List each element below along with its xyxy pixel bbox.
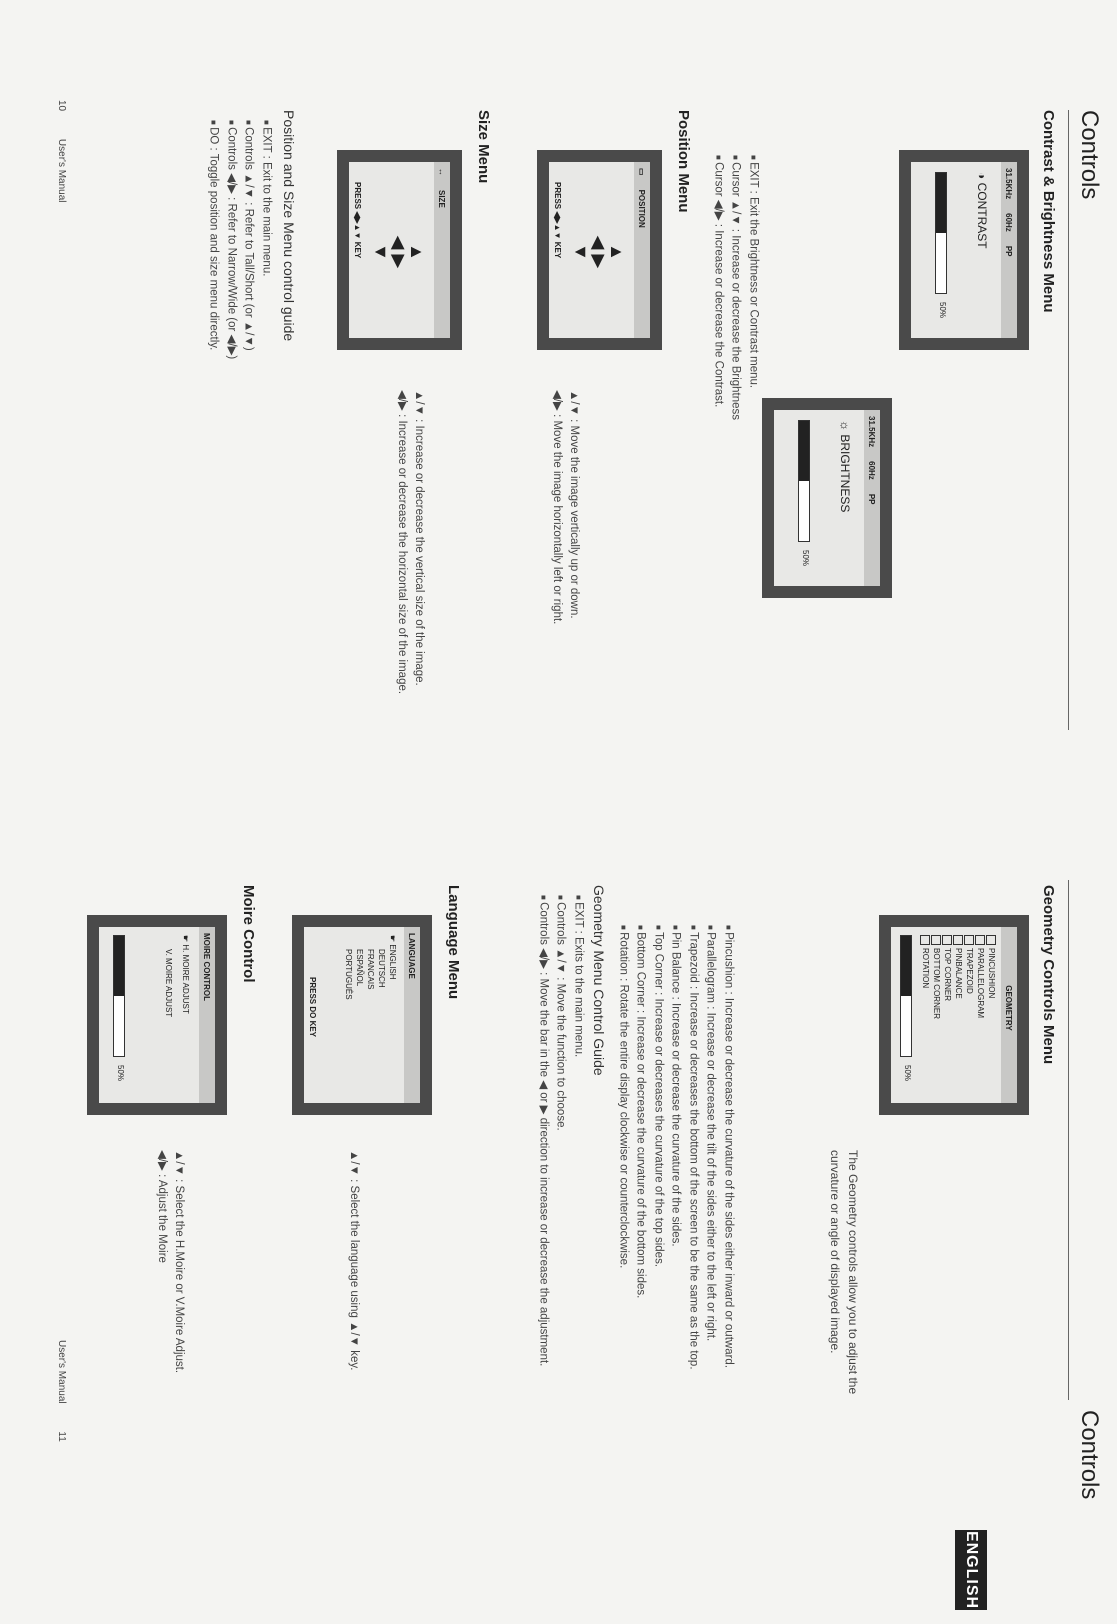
brightness-osd-mode: PP: [867, 493, 877, 505]
moire-item[interactable]: [180, 935, 191, 1017]
geometry-guide-bullet: ■ Controls ▲/▼ : Move the function to choose.: [552, 895, 570, 1455]
language-item[interactable]: [365, 935, 376, 1000]
footer-left-label: User's Manual: [56, 138, 67, 203]
checkbox-icon: [942, 935, 952, 945]
geometry-item-label: TOP CORNER: [943, 948, 952, 1002]
geometry-level-bar: [900, 935, 912, 1057]
geometry-osd-value: 50%: [903, 1065, 912, 1082]
contrast-bullets: [709, 155, 762, 595]
language-osd-screen: [304, 927, 420, 1103]
left-title-rule: [1068, 110, 1069, 730]
brightness-icon: ☼: [838, 420, 852, 431]
position-osd: [537, 150, 662, 350]
contrast-icon: ◑: [975, 172, 989, 180]
geometry-bullets: [614, 925, 737, 1485]
position-desc: [548, 390, 582, 810]
contrast-level-fill: [936, 173, 946, 233]
moire-item-label: V. MOIRE ADJUST: [164, 949, 173, 1018]
language-item[interactable]: [387, 935, 398, 1000]
geometry-bullet: ■ Rotation : Rotate the entire display clockwise or counterclockwise.: [614, 925, 632, 1485]
geometry-osd: [879, 915, 1029, 1115]
checkbox-icon: [975, 935, 985, 945]
position-heading: Position Menu: [675, 110, 692, 213]
footer-right-label: User's Manual: [56, 1340, 67, 1404]
possize-guide-heading: Position and Size Menu control guide: [281, 110, 297, 342]
position-osd-screen: [549, 162, 650, 338]
brightness-osd-rate: 60Hz: [867, 461, 877, 480]
possize-guide-bullets: [205, 120, 275, 520]
geometry-heading: Geometry Controls Menu: [1040, 885, 1057, 1065]
geometry-item-label: BOTTOM CORNER: [932, 948, 941, 1019]
possize-guide-bullet: ■ Controls ◀/▶ : Refer to Narrow/Wide (or ◀/▶): [222, 120, 240, 520]
language-osd-title: LANGUAGE: [407, 933, 417, 979]
language-osd: [292, 915, 432, 1115]
geometry-bullet: ■ Pin Balance : Increase or decrease the curvature of the sides.: [667, 925, 685, 1485]
moire-osd-title: MOIRE CONTROL: [202, 933, 212, 1001]
contrast-osd: [899, 150, 1029, 350]
geometry-guide-heading: Geometry Menu Control Guide: [591, 885, 607, 1076]
moire-desc: [153, 1150, 187, 1373]
language-item-label: ESPAÑOL: [355, 949, 364, 987]
geometry-bullet: ■ Trapezoid : Increase or decreases the bottom of the screen to be the same as the top.: [684, 925, 702, 1485]
contrast-bullet: ■ EXIT : Exit the Brightness or Contrast menu.: [744, 155, 762, 595]
geometry-item-label: PINCUSHION: [987, 948, 996, 999]
checkbox-icon: [964, 935, 974, 945]
moire-osd-screen: [99, 927, 215, 1103]
footer-right-num: 11: [56, 1431, 67, 1442]
brightness-osd-header: [864, 410, 880, 586]
geometry-bullet: ■ Parallelogram : Increase or decrease the tilt of the sides either to the left or right.: [702, 925, 720, 1485]
geometry-guide-bullet: ■ Controls ◀/▶ : Move the bar in the ◀ or ▶ direction to increase or decrease the adjustment.: [534, 895, 552, 1455]
size-icon: ↔: [437, 168, 447, 176]
position-osd-footer: PRESS ◀▶▲▼ KEY: [553, 182, 562, 259]
moire-heading: Moire Control: [240, 885, 257, 983]
brightness-osd-value: 50%: [801, 550, 810, 567]
language-item-label: DEUTSCH: [377, 949, 386, 988]
size-desc: [393, 390, 427, 730]
brightness-osd: [762, 398, 892, 598]
contrast-bullet: ■ Cursor ▲/▼ : Increase or decrease the Brightness: [727, 155, 745, 595]
contrast-level-bar: [935, 172, 947, 294]
contrast-osd-header: [1001, 162, 1017, 338]
geometry-item[interactable]: [964, 935, 975, 1019]
language-heading: Language Menu: [445, 885, 462, 1000]
moire-level-fill: [114, 936, 124, 996]
geometry-item[interactable]: [931, 935, 942, 1019]
geometry-osd-screen: [891, 927, 1017, 1103]
checkbox-icon: [931, 935, 941, 945]
size-line: ▲/▼ : Increase or decrease the vertical size of the image.: [413, 390, 425, 686]
brightness-osd-freq: 31.5KHz: [867, 416, 877, 448]
contrast-osd-rate: 60Hz: [1004, 213, 1014, 232]
contrast-osd-mode: PP: [1004, 245, 1014, 257]
geometry-guide-bullets: [534, 895, 587, 1455]
geometry-item[interactable]: [942, 935, 953, 1019]
position-arrows-icon: ▲ ◀ ▶ ▼: [571, 235, 627, 269]
geometry-item[interactable]: [975, 935, 986, 1019]
position-line: ◀/▶ : Move the image horizontally left or right.: [551, 390, 563, 625]
moire-item-label: H. MOIRE ADJUST: [181, 944, 190, 1014]
geometry-item[interactable]: [986, 935, 997, 1019]
geometry-bullet: ■ Top Corner : Increase or decreases the curvature of the top sides.: [649, 925, 667, 1485]
brightness-level-bar: [798, 420, 810, 542]
contrast-osd-screen: [911, 162, 1017, 338]
size-osd-screen: [349, 162, 450, 338]
language-item[interactable]: [354, 935, 365, 1000]
geometry-item-label: PARALLELOGRAM: [976, 948, 985, 1019]
language-item-label: FRANCAIS: [366, 949, 375, 990]
geometry-item-list: [920, 935, 997, 1019]
footer-left-num: 10: [56, 100, 67, 112]
size-osd-title: SIZE: [437, 190, 447, 208]
position-line: ▲/▼ : Move the image vertically up or down.: [568, 390, 580, 619]
contrast-osd-freq: 31.5KHz: [1004, 168, 1014, 200]
moire-osd-value: 50%: [116, 1065, 125, 1082]
contrast-heading: Contrast & Brightness Menu: [1040, 110, 1057, 313]
size-osd: [337, 150, 462, 350]
language-item[interactable]: [343, 935, 354, 1000]
geometry-guide-bullet: ■ EXIT : Exits to the main menu.: [569, 895, 587, 1455]
checkbox-icon: [986, 935, 996, 945]
brightness-osd-label: BRIGHTNESS: [838, 434, 852, 513]
geometry-osd-title: GEOMETRY: [1004, 985, 1014, 1031]
language-item-label: PORTUGUÊS: [344, 949, 353, 1000]
geometry-item-label: ROTATION: [921, 948, 930, 989]
hand-pointer-icon: ☛: [181, 935, 190, 943]
moire-line: ◀/▶ : Adjust the Moire: [156, 1150, 168, 1263]
moire-item-list: [163, 935, 191, 1017]
checkbox-icon: [953, 935, 963, 945]
contrast-bullet: ■ Cursor ◀/▶ : Increase or decrease the Contrast.: [709, 155, 727, 595]
size-arrows-icon: ▲ ◀ ▶ ▼: [371, 235, 427, 269]
language-tab: ENGLISH: [955, 1530, 987, 1610]
language-item[interactable]: [376, 935, 387, 1000]
language-item-label: ENGLISH: [388, 944, 397, 980]
possize-guide-bullet: ■ EXIT : Exit to the main menu.: [257, 120, 275, 520]
moire-line: ▲/▼ : Select the H.Moire or V.Moire Adjust.: [173, 1150, 185, 1374]
size-osd-footer: PRESS ◀▶▲▼ KEY: [353, 182, 362, 259]
size-line: ◀/▶ : Increase or decrease the horizontal size of the image.: [396, 390, 408, 695]
hand-pointer-icon: ☛: [388, 935, 397, 943]
right-title-rule: [1068, 880, 1069, 1400]
geometry-level-fill: [901, 936, 911, 996]
language-item-list: [343, 935, 398, 1000]
contrast-osd-label: CONTRAST: [975, 182, 989, 249]
contrast-osd-value: 50%: [938, 302, 947, 319]
geometry-bullet: ■ Pincushion : Increase or decrease the curvature of the sides either inward or outward.: [719, 925, 737, 1485]
position-icon: ▭: [637, 168, 647, 176]
geometry-item[interactable]: [953, 935, 964, 1019]
brightness-level-fill: [799, 421, 809, 481]
moire-level-bar: [113, 935, 125, 1057]
geometry-intro: The Geometry controls allow you to adjust the curvature or angle of displayed image.: [828, 1150, 860, 1395]
left-page-title: Controls: [1076, 110, 1103, 200]
possize-guide-bullet: ■ DO : Toggle position and size menu directly.: [205, 120, 223, 520]
geometry-item-label: PINBALANCE: [954, 948, 963, 999]
moire-item[interactable]: [163, 935, 174, 1017]
geometry-item-label: TRAPEZOID: [965, 948, 974, 994]
checkbox-icon: [920, 935, 930, 945]
language-line: ▲/▼ : Select the language using ▲/▼ key.: [348, 1150, 360, 1371]
position-osd-title: POSITION: [637, 189, 647, 228]
size-heading: Size Menu: [475, 110, 492, 184]
moire-osd: [87, 915, 227, 1115]
language-osd-footer: PRESS DO KEY: [308, 977, 317, 1038]
geometry-item[interactable]: [920, 935, 931, 1019]
geometry-bullet: ■ Bottom Corner : Increase or decrease the curvature of the bottom sides.: [632, 925, 650, 1485]
right-page-title: Controls: [1076, 1410, 1103, 1500]
brightness-osd-screen: [774, 410, 880, 586]
possize-guide-bullet: ■ Controls ▲/▼ : Refer to Tall/Short (or ▲/▼): [240, 120, 258, 520]
